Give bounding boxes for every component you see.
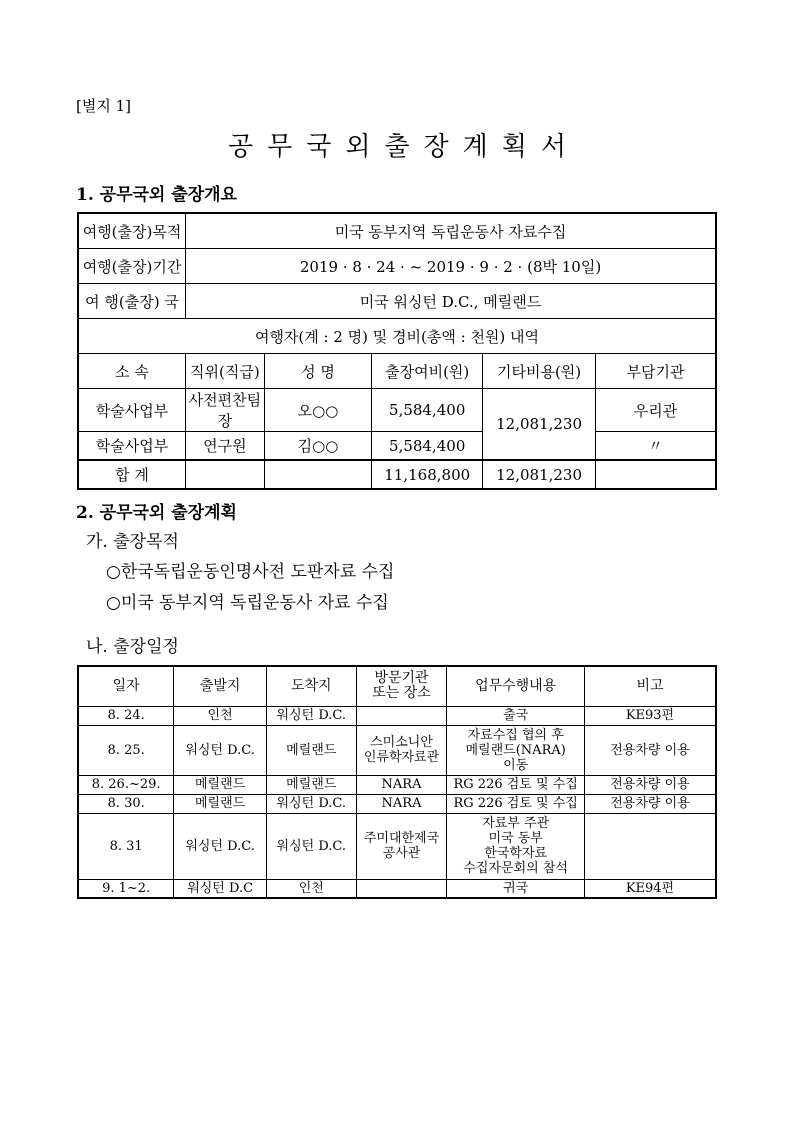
schedule-from: 메릴랜드: [174, 794, 267, 813]
period-label: 여행(출장)기간: [78, 249, 186, 284]
annex-label: [별지 1]: [76, 97, 131, 115]
schedule-task: RG 226 검토 및 수집: [447, 794, 585, 813]
schedule-task: 자료수집 협의 후 메릴랜드(NARA) 이동: [447, 725, 585, 775]
traveler-position: 연구원: [186, 432, 265, 461]
schedule-from: 워싱턴 D.C.: [174, 813, 267, 879]
total-empty: [186, 460, 265, 489]
schedule-place: [356, 879, 447, 898]
period-row: [78, 249, 716, 284]
period-value: 2019 · 8 · 24 · ~ 2019 · 9 · 2 · (8박 10일): [186, 249, 716, 284]
traveler-agency: 〃: [596, 432, 717, 461]
schedule-place: NARA: [356, 794, 447, 813]
header-travel-cost: 출장여비(원): [372, 354, 483, 389]
schedule-row: [78, 775, 716, 794]
purpose-label: 여행(출장)목적: [78, 213, 186, 249]
header-dept: 소 속: [78, 354, 186, 389]
traveler-header-row: [78, 354, 716, 389]
schedule-place: NARA: [356, 775, 447, 794]
schedule-note: KE94편: [584, 879, 716, 898]
purpose-value: 미국 동부지역 독립운동사 자료수집: [186, 213, 716, 249]
schedule-row: [78, 794, 716, 813]
schedule-place: [356, 706, 447, 725]
schedule-to: 인천: [266, 879, 356, 898]
schedule-note: KE93편: [584, 706, 716, 725]
schedule-date: 8. 24.: [78, 706, 174, 725]
schedule-place: 스미소니안 인류학자료관: [356, 725, 447, 775]
schedule-to: 워싱턴 D.C.: [266, 794, 356, 813]
header-name: 성 명: [264, 354, 372, 389]
header-agency: 부담기관: [596, 354, 717, 389]
col-to: 도착지: [266, 666, 356, 706]
col-note: 비고: [584, 666, 716, 706]
schedule-header-row: [78, 666, 716, 706]
purpose-bullet: ○한국독립운동인명사전 도판자료 수집: [106, 562, 395, 582]
traveler-row: [78, 432, 716, 461]
schedule-table: [77, 665, 717, 899]
purpose-row: [78, 213, 716, 249]
country-row: [78, 284, 716, 319]
summary-line: 여행자(계 : 2 명) 및 경비(총액 : 천원) 내역: [78, 319, 716, 354]
traveler-dept: 학술사업부: [78, 389, 186, 432]
schedule-to: 메릴랜드: [266, 725, 356, 775]
schedule-to: 워싱턴 D.C.: [266, 706, 356, 725]
total-other-cost: 12,081,230: [483, 460, 596, 489]
traveler-agency: 우리관: [596, 389, 717, 432]
traveler-travel-cost: 5,584,400: [372, 389, 483, 432]
purpose-bullet: ○미국 동부지역 독립운동사 자료 수집: [106, 593, 389, 613]
traveler-travel-cost: 5,584,400: [372, 432, 483, 461]
traveler-dept: 학술사업부: [78, 432, 186, 461]
schedule-row: [78, 725, 716, 775]
other-cost-merged: 12,081,230: [483, 389, 596, 461]
col-place: 방문기관 또는 장소: [356, 666, 447, 706]
schedule-task: 귀국: [447, 879, 585, 898]
schedule-note: 전용차량 이용: [584, 794, 716, 813]
schedule-from: 워싱턴 D.C.: [174, 725, 267, 775]
total-row: [78, 460, 716, 489]
total-travel-cost: 11,168,800: [372, 460, 483, 489]
header-other-cost: 기타비용(원): [483, 354, 596, 389]
col-from: 출발지: [174, 666, 267, 706]
schedule-note: 전용차량 이용: [584, 775, 716, 794]
schedule-place: 주미대한제국 공사관: [356, 813, 447, 879]
total-empty: [596, 460, 717, 489]
traveler-row: [78, 389, 716, 432]
summary-row: [78, 319, 716, 354]
traveler-position: 사전편찬팀장: [186, 389, 265, 432]
total-empty: [264, 460, 372, 489]
traveler-name: 김○○: [264, 432, 372, 461]
schedule-from: 인천: [174, 706, 267, 725]
schedule-row: [78, 813, 716, 879]
header-position: 직위(직급): [186, 354, 265, 389]
schedule-task: RG 226 검토 및 수집: [447, 775, 585, 794]
schedule-to: 워싱턴 D.C.: [266, 813, 356, 879]
section2-heading: 2. 공무국외 출장계획: [76, 503, 237, 523]
schedule-date: 8. 31: [78, 813, 174, 879]
overview-table: [77, 212, 717, 490]
traveler-name: 오○○: [264, 389, 372, 432]
country-label: 여 행(출장) 국: [78, 284, 186, 319]
section1-heading: 1. 공무국외 출장개요: [76, 185, 237, 205]
purpose-subheading: 가. 출장목적: [86, 532, 179, 552]
schedule-to: 메릴랜드: [266, 775, 356, 794]
schedule-row: [78, 706, 716, 725]
schedule-subheading: 나. 출장일정: [86, 637, 179, 657]
total-label: 합 계: [78, 460, 186, 489]
schedule-date: 8. 25.: [78, 725, 174, 775]
col-task: 업무수행내용: [447, 666, 585, 706]
schedule-note: 전용차량 이용: [584, 725, 716, 775]
schedule-date: 8. 26.~29.: [78, 775, 174, 794]
schedule-task: 출국: [447, 706, 585, 725]
schedule-note: [584, 813, 716, 879]
schedule-task: 자료부 주관 미국 동부 한국학자료 수집자문회의 참석: [447, 813, 585, 879]
schedule-date: 9. 1~2.: [78, 879, 174, 898]
document-title: 공무국외출장계획서: [227, 132, 581, 162]
schedule-date: 8. 30.: [78, 794, 174, 813]
schedule-row: [78, 879, 716, 898]
schedule-from: 메릴랜드: [174, 775, 267, 794]
col-date: 일자: [78, 666, 174, 706]
schedule-from: 워싱턴 D.C: [174, 879, 267, 898]
country-value: 미국 워싱턴 D.C., 메릴랜드: [186, 284, 716, 319]
